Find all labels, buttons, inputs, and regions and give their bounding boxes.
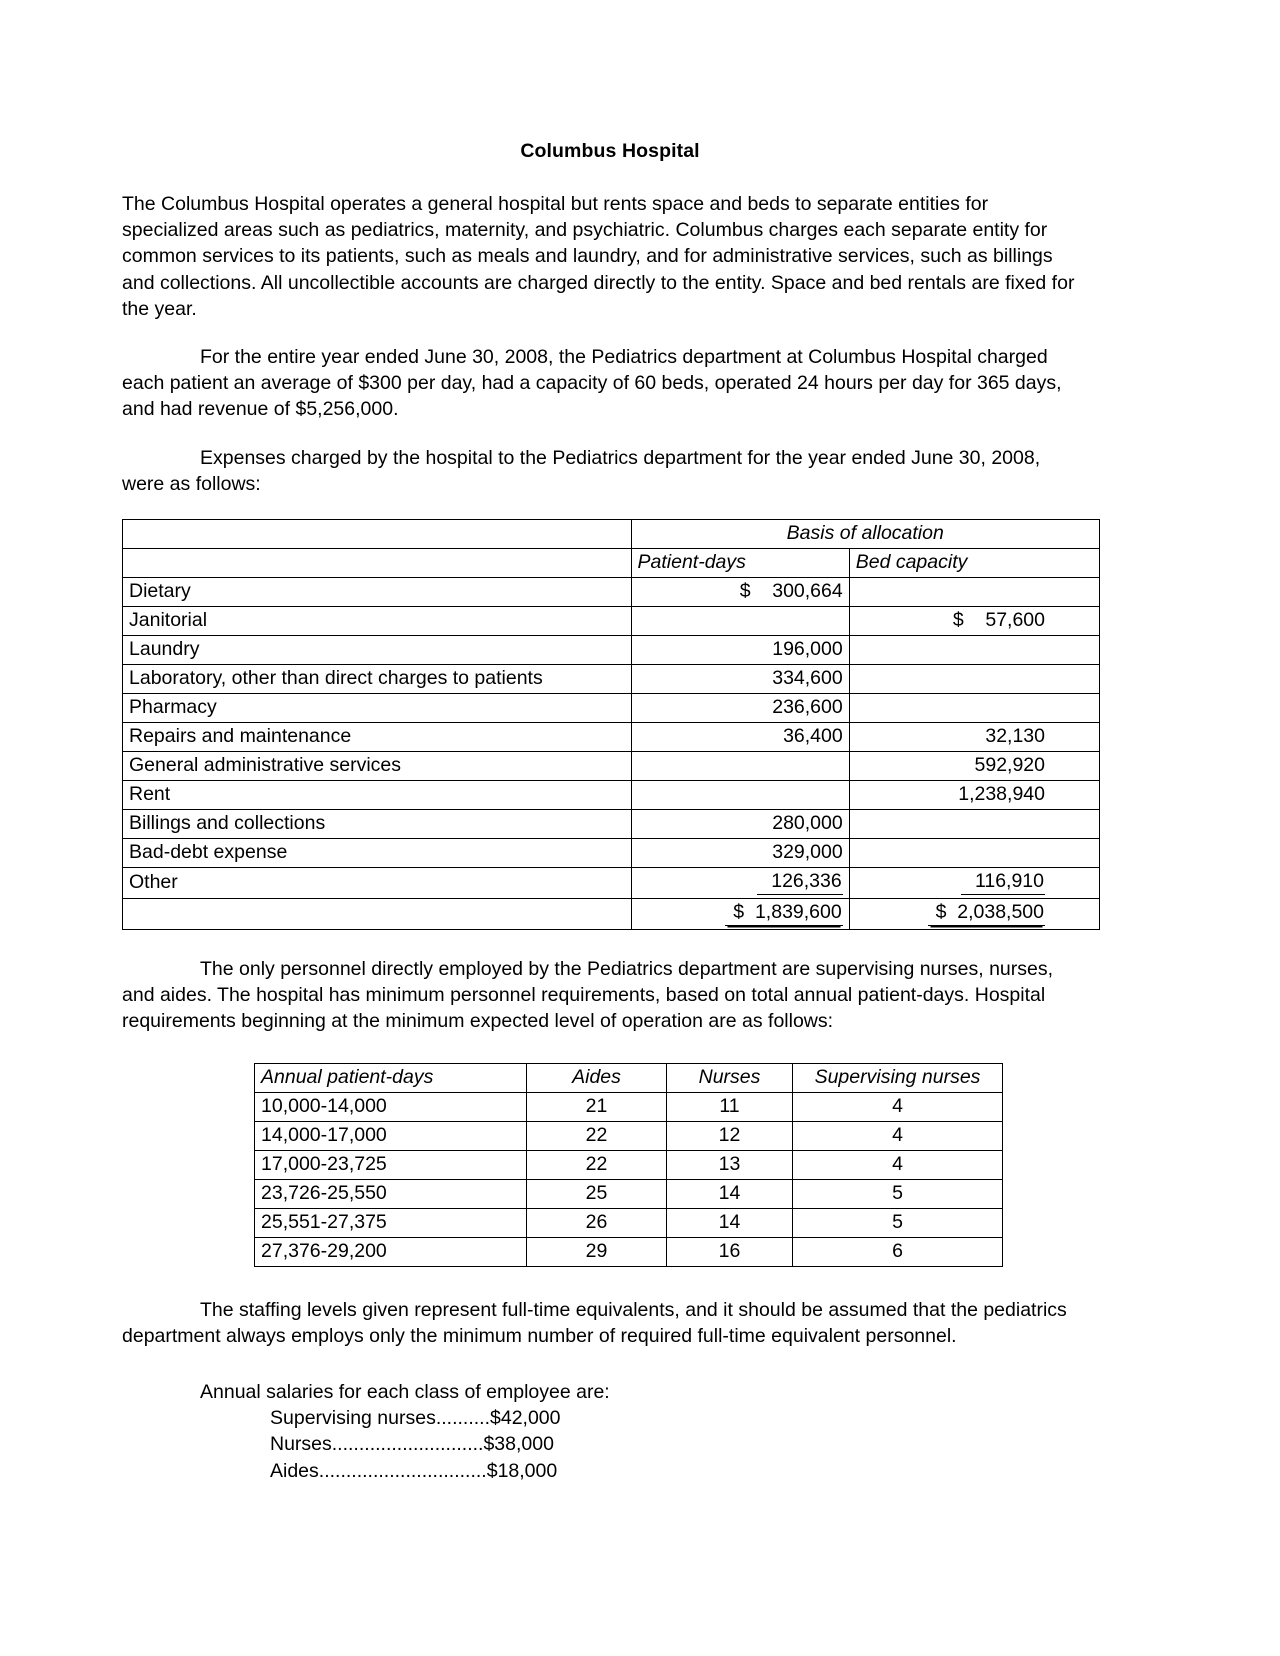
table-row xyxy=(123,665,1100,694)
expense-label: Billings and collections xyxy=(123,810,632,839)
expense-patient-days-value: 334,600 xyxy=(631,665,849,694)
expense-label: Dietary xyxy=(123,578,632,607)
annual-salaries-block xyxy=(200,1379,1100,1484)
staffing-header-annual-patient-days: Annual patient-days xyxy=(255,1063,527,1092)
expense-patient-days-value xyxy=(631,752,849,781)
expense-allocation-table xyxy=(122,519,1100,930)
staffing-range: 14,000-17,000 xyxy=(255,1121,527,1150)
staffing-nurses: 16 xyxy=(667,1237,793,1266)
table-row xyxy=(255,1208,1003,1237)
expense-header-blank xyxy=(123,520,632,549)
paragraph-revenue: For the entire year ended June 30, 2008, the Pediatrics department at Columbus Hospital charged each patient an average of $300 per day, had a capacity of 60 beds, operated 24 hours per day for 365 days, and had revenue of $5,256,000. xyxy=(122,346,1062,421)
staffing-nurses: 11 xyxy=(667,1092,793,1121)
table-row xyxy=(255,1092,1003,1121)
expense-patient-days-value: 36,400 xyxy=(631,723,849,752)
expense-total-bed-capacity-value: $ 2,038,500 xyxy=(928,901,1045,926)
salary-intro-text: Annual salaries for each class of employee are: xyxy=(200,1381,610,1404)
table-row xyxy=(123,752,1100,781)
staffing-nurses: 14 xyxy=(667,1208,793,1237)
expense-bed-capacity-value xyxy=(849,868,1099,899)
staffing-supervising: 5 xyxy=(793,1208,1003,1237)
expense-bed-capacity-value xyxy=(849,665,1099,694)
staffing-aides: 29 xyxy=(527,1237,667,1266)
staffing-supervising: 5 xyxy=(793,1179,1003,1208)
table-header-row-sub xyxy=(123,549,1100,578)
expense-bed-capacity-value: 592,920 xyxy=(849,752,1099,781)
staffing-range: 27,376-29,200 xyxy=(255,1237,527,1266)
staffing-range: 17,000-23,725 xyxy=(255,1150,527,1179)
expense-patient-days-value: 280,000 xyxy=(631,810,849,839)
staffing-supervising: 6 xyxy=(793,1237,1003,1266)
table-row xyxy=(123,607,1100,636)
expense-patient-days-value xyxy=(631,868,849,899)
staffing-header-aides: Aides xyxy=(527,1063,667,1092)
expense-total-label xyxy=(123,899,632,930)
expense-bed-capacity-value xyxy=(849,578,1099,607)
table-row xyxy=(123,578,1100,607)
staffing-aides: 25 xyxy=(527,1179,667,1208)
staffing-range: 23,726-25,550 xyxy=(255,1179,527,1208)
expense-label: General administrative services xyxy=(123,752,632,781)
expense-subheader-bed-capacity: Bed capacity xyxy=(849,549,1099,578)
expense-patient-days-value xyxy=(631,607,849,636)
paragraph-intro: The Columbus Hospital operates a general hospital but rents space and beds to separate entities for specialized areas such as pediatrics, maternity, and psychiatric. Columbus charges each separate entity for common services to its patients, such as meals and laundry, and for administrative services, such as billings and collections. All uncollectible accounts are charged directly to the entity. Space and bed rentals are fixed for the year. xyxy=(122,193,1075,320)
table-header-row-group xyxy=(123,520,1100,549)
expense-bed-capacity-value: $ 57,600 xyxy=(849,607,1099,636)
staffing-aides: 22 xyxy=(527,1150,667,1179)
staffing-aides: 21 xyxy=(527,1092,667,1121)
staffing-supervising: 4 xyxy=(793,1121,1003,1150)
expense-subheader-blank xyxy=(123,549,632,578)
table-row xyxy=(123,723,1100,752)
paragraph-staffing-levels: The staffing levels given represent full-time equivalents, and it should be assumed that the pediatrics department always employs only the minimum number of required full-time equivalent personnel. xyxy=(122,1298,1067,1347)
expense-bed-capacity-underlined: 116,910 xyxy=(961,870,1045,895)
staffing-requirements-table xyxy=(254,1063,1003,1267)
salary-list xyxy=(270,1405,1100,1484)
table-row xyxy=(123,636,1100,665)
expense-label: Laundry xyxy=(123,636,632,665)
paragraph-personnel: The only personnel directly employed by the Pediatrics department are supervising nurses, nurses, and aides. The hospital has minimum personnel requirements, based on total annual patient-days. Hospital requirements beginning at the minimum expected level of operation are as follows: xyxy=(122,958,1054,1033)
staffing-header-row xyxy=(255,1063,1003,1092)
expense-patient-days-value xyxy=(631,781,849,810)
expense-bed-capacity-value xyxy=(849,636,1099,665)
expense-bed-capacity-value xyxy=(849,810,1099,839)
expense-header-basis-of-allocation: Basis of allocation xyxy=(631,520,1100,549)
expense-patient-days-value: $ 300,664 xyxy=(631,578,849,607)
expense-label: Other xyxy=(123,868,632,899)
expense-total-patient-days xyxy=(631,899,849,930)
expense-label: Repairs and maintenance xyxy=(123,723,632,752)
expense-bed-capacity-value xyxy=(849,839,1099,868)
expense-label: Janitorial xyxy=(123,607,632,636)
expense-patient-days-underlined: 126,336 xyxy=(757,870,843,895)
expense-patient-days-value: 329,000 xyxy=(631,839,849,868)
table-row xyxy=(255,1179,1003,1208)
table-row xyxy=(255,1150,1003,1179)
staffing-supervising: 4 xyxy=(793,1150,1003,1179)
expense-total-bed-capacity xyxy=(849,899,1099,930)
expense-bed-capacity-value: 1,238,940 xyxy=(849,781,1099,810)
table-row xyxy=(123,694,1100,723)
staffing-range: 25,551-27,375 xyxy=(255,1208,527,1237)
staffing-nurses: 12 xyxy=(667,1121,793,1150)
staffing-aides: 26 xyxy=(527,1208,667,1237)
expense-bed-capacity-value xyxy=(849,694,1099,723)
expense-label: Rent xyxy=(123,781,632,810)
salary-line-aides: Aides...............................$18,000 xyxy=(270,1459,558,1482)
expense-label: Laboratory, other than direct charges to patients xyxy=(123,665,632,694)
salary-line-supervising-nurses: Supervising nurses..........$42,000 xyxy=(270,1407,561,1430)
staffing-nurses: 14 xyxy=(667,1179,793,1208)
expense-label: Bad-debt expense xyxy=(123,839,632,868)
expense-patient-days-value: 196,000 xyxy=(631,636,849,665)
staffing-range: 10,000-14,000 xyxy=(255,1092,527,1121)
table-row xyxy=(123,781,1100,810)
expense-label: Pharmacy xyxy=(123,694,632,723)
staffing-nurses: 13 xyxy=(667,1150,793,1179)
expense-bed-capacity-value: 32,130 xyxy=(849,723,1099,752)
table-row xyxy=(123,810,1100,839)
staffing-aides: 22 xyxy=(527,1121,667,1150)
table-row-total xyxy=(123,899,1100,930)
table-row xyxy=(255,1121,1003,1150)
staffing-supervising: 4 xyxy=(793,1092,1003,1121)
expense-total-patient-days-value: $ 1,839,600 xyxy=(725,901,842,926)
table-row xyxy=(255,1237,1003,1266)
staffing-header-nurses: Nurses xyxy=(667,1063,793,1092)
paragraph-expenses-lead-in: Expenses charged by the hospital to the Pediatrics department for the year ended June 30, 2008, were as follows: xyxy=(122,446,1041,495)
staffing-header-supervising-nurses: Supervising nurses xyxy=(793,1063,1003,1092)
page-title: Columbus Hospital xyxy=(520,140,700,162)
salary-line-nurses: Nurses............................$38,000 xyxy=(270,1433,554,1456)
expense-patient-days-value: 236,600 xyxy=(631,694,849,723)
expense-subheader-patient-days: Patient-days xyxy=(631,549,849,578)
table-row-other xyxy=(123,868,1100,899)
table-row xyxy=(123,839,1100,868)
